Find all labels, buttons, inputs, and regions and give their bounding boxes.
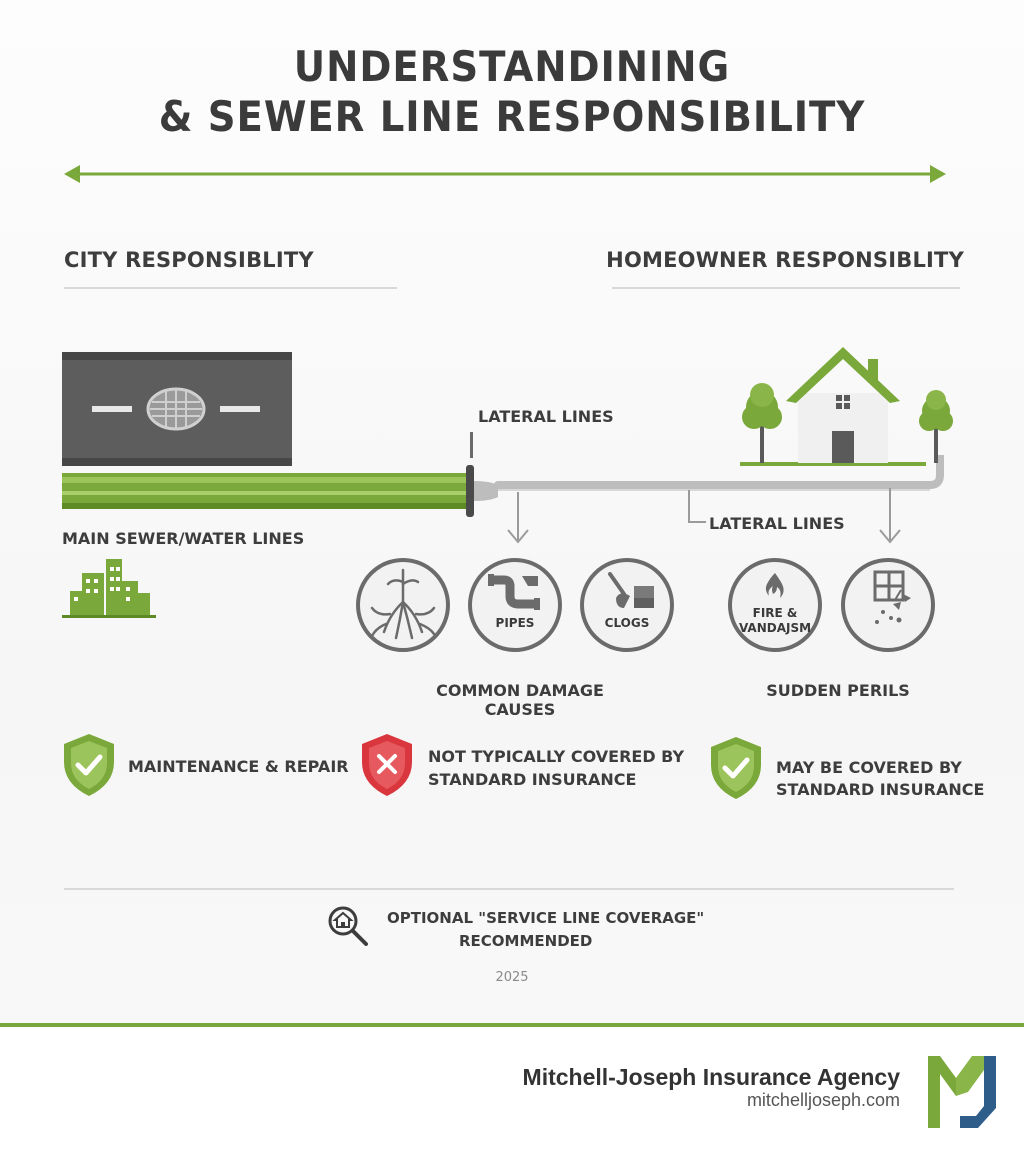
home-search-icon bbox=[326, 904, 370, 948]
street-icon bbox=[62, 352, 292, 466]
title-line-2: & SEWER LINE RESPONSIBILITY bbox=[158, 92, 866, 141]
pipes-cause bbox=[468, 558, 562, 652]
year-label: 2025 bbox=[495, 970, 529, 985]
damage-causes-caption: COMMON DAMAGE CAUSES bbox=[436, 681, 604, 719]
pipes-label: PIPES bbox=[495, 616, 535, 630]
broken-window-icon bbox=[863, 570, 919, 634]
not-covered-line1: NOT TYPICALLY COVERED BY bbox=[428, 747, 685, 766]
city-divider bbox=[64, 287, 397, 289]
may-covered-line2: STANDARD INSURANCE bbox=[776, 780, 985, 799]
sudden-perils-caption: SUDDEN PERILS bbox=[766, 681, 910, 700]
lateral-bracket bbox=[686, 490, 710, 526]
fire-label-line2: VANDAJSM bbox=[738, 621, 812, 635]
may-covered-line1: MAY BE COVERED BY bbox=[776, 758, 962, 777]
bottom-divider bbox=[64, 888, 954, 890]
lateral-lines-label-top: LATERAL LINES bbox=[478, 407, 614, 426]
arrow-down-icon bbox=[877, 488, 903, 546]
agency-name: Mitchell-Joseph Insurance Agency bbox=[522, 1064, 900, 1090]
x-shield-icon bbox=[360, 732, 414, 798]
roots-cause bbox=[356, 558, 450, 652]
recommendation-line2: RECOMMENDED bbox=[459, 932, 593, 950]
arrow-down-icon bbox=[505, 492, 531, 546]
homeowner-divider bbox=[612, 287, 960, 289]
clogs-cause bbox=[580, 558, 674, 652]
pipe-fitting-icon bbox=[488, 572, 542, 612]
flame-icon bbox=[764, 572, 786, 600]
city-responsibility-heading: CITY RESPONSIBLITY bbox=[64, 248, 314, 272]
not-covered-line2: STANDARD INSURANCE bbox=[428, 770, 637, 789]
recommendation-line1: OPTIONAL "SERVICE LINE COVERAGE" bbox=[387, 909, 705, 927]
homeowner-responsibility-heading: HOMEOWNER RESPONSIBLITY bbox=[606, 248, 964, 272]
agency-logo bbox=[926, 1052, 998, 1132]
fire-vandalism-peril bbox=[728, 558, 822, 652]
maintenance-label: MAINTENANCE & REPAIR bbox=[128, 757, 349, 776]
broken-window-peril bbox=[841, 558, 935, 652]
tree-roots-icon bbox=[360, 562, 446, 648]
check-shield-icon bbox=[62, 732, 116, 798]
city-buildings-icon bbox=[62, 557, 158, 619]
plunger-icon bbox=[602, 572, 656, 612]
fire-label-line1: FIRE & bbox=[752, 606, 798, 620]
main-lines-label: MAIN SEWER/WATER LINES bbox=[62, 529, 305, 548]
check-shield-icon bbox=[709, 735, 763, 801]
house-icon bbox=[740, 345, 960, 470]
lateral-tick bbox=[470, 432, 473, 458]
title-line-1: UNDERSTANDINING bbox=[293, 42, 731, 91]
clogs-label: CLOGS bbox=[604, 616, 650, 630]
lateral-lines-label-mid: LATERAL LINES bbox=[709, 514, 845, 533]
agency-website[interactable]: mitchelljoseph.com bbox=[746, 1090, 900, 1110]
span-arrow bbox=[60, 160, 950, 188]
